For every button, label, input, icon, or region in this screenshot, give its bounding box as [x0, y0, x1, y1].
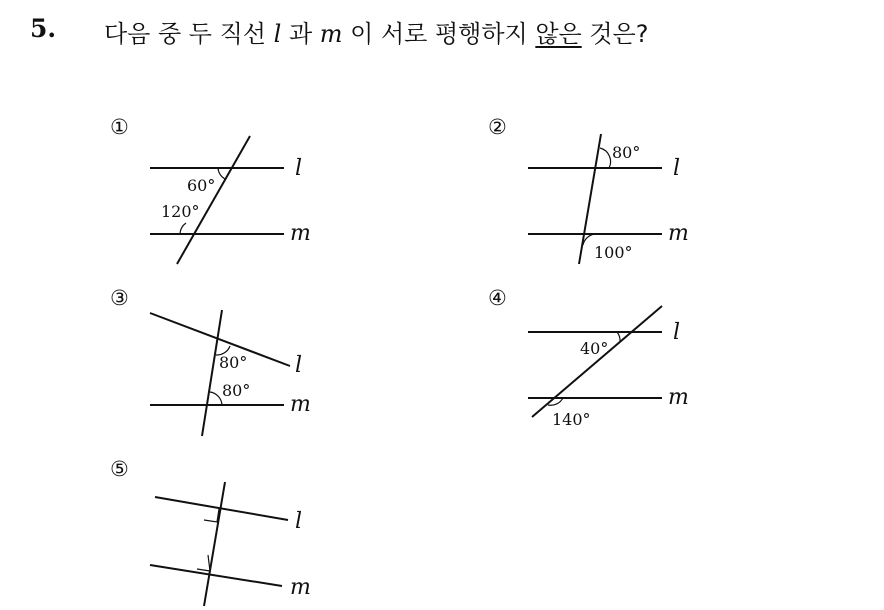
option-4-label: ④ — [488, 286, 507, 310]
line-m-label: m — [668, 221, 689, 246]
angle-arc — [617, 332, 620, 342]
angle-arc — [218, 168, 225, 179]
option-1-figure[interactable] — [110, 115, 311, 264]
angle-arc — [210, 392, 222, 405]
option-1-label: ① — [110, 115, 129, 139]
transversal — [202, 310, 222, 436]
line-m-label: m — [290, 221, 311, 246]
line-l-label: l — [295, 509, 303, 534]
variable-l: l — [273, 20, 282, 48]
angle-label: 80° — [612, 143, 641, 162]
right-angle-mark — [197, 555, 210, 571]
question-number: 5. — [30, 14, 57, 43]
transversal — [177, 136, 250, 264]
question-text-part: 과 — [281, 20, 320, 48]
line-l-label: l — [673, 320, 681, 345]
line-m — [150, 565, 282, 586]
angle-label: 40° — [580, 339, 609, 358]
line-l-label: l — [295, 156, 303, 181]
option-5-figure[interactable] — [110, 457, 311, 606]
line-m-label: m — [668, 385, 689, 410]
angle-label: 80° — [219, 353, 248, 372]
question-text-part: 것은? — [581, 20, 649, 48]
angle-arc — [600, 148, 611, 168]
angle-label: 80° — [222, 381, 251, 400]
option-2-label: ② — [488, 115, 507, 139]
line-l-label: l — [673, 156, 681, 181]
option-4-figure[interactable] — [488, 286, 689, 429]
variable-m: m — [319, 20, 343, 48]
option-3-figure[interactable] — [110, 286, 311, 436]
angle-label: 100° — [594, 243, 633, 262]
line-l-label: l — [295, 353, 303, 378]
angle-arc — [180, 223, 186, 234]
option-2-figure[interactable] — [488, 115, 689, 264]
option-5-label: ⑤ — [110, 457, 129, 481]
right-angle-mark — [204, 509, 219, 522]
transversal — [532, 306, 662, 417]
line-m-label: m — [290, 575, 311, 600]
transversal — [204, 482, 225, 606]
angle-label: 140° — [552, 410, 591, 429]
question-text-part: 다음 중 두 직선 — [104, 20, 274, 48]
option-3-label: ③ — [110, 286, 129, 310]
angle-label: 60° — [187, 176, 216, 195]
question-text-part: 이 서로 평행하지 — [342, 20, 536, 48]
angle-label: 120° — [161, 202, 200, 221]
underlined-word: 않은 — [535, 20, 582, 48]
line-m-label: m — [290, 392, 311, 417]
